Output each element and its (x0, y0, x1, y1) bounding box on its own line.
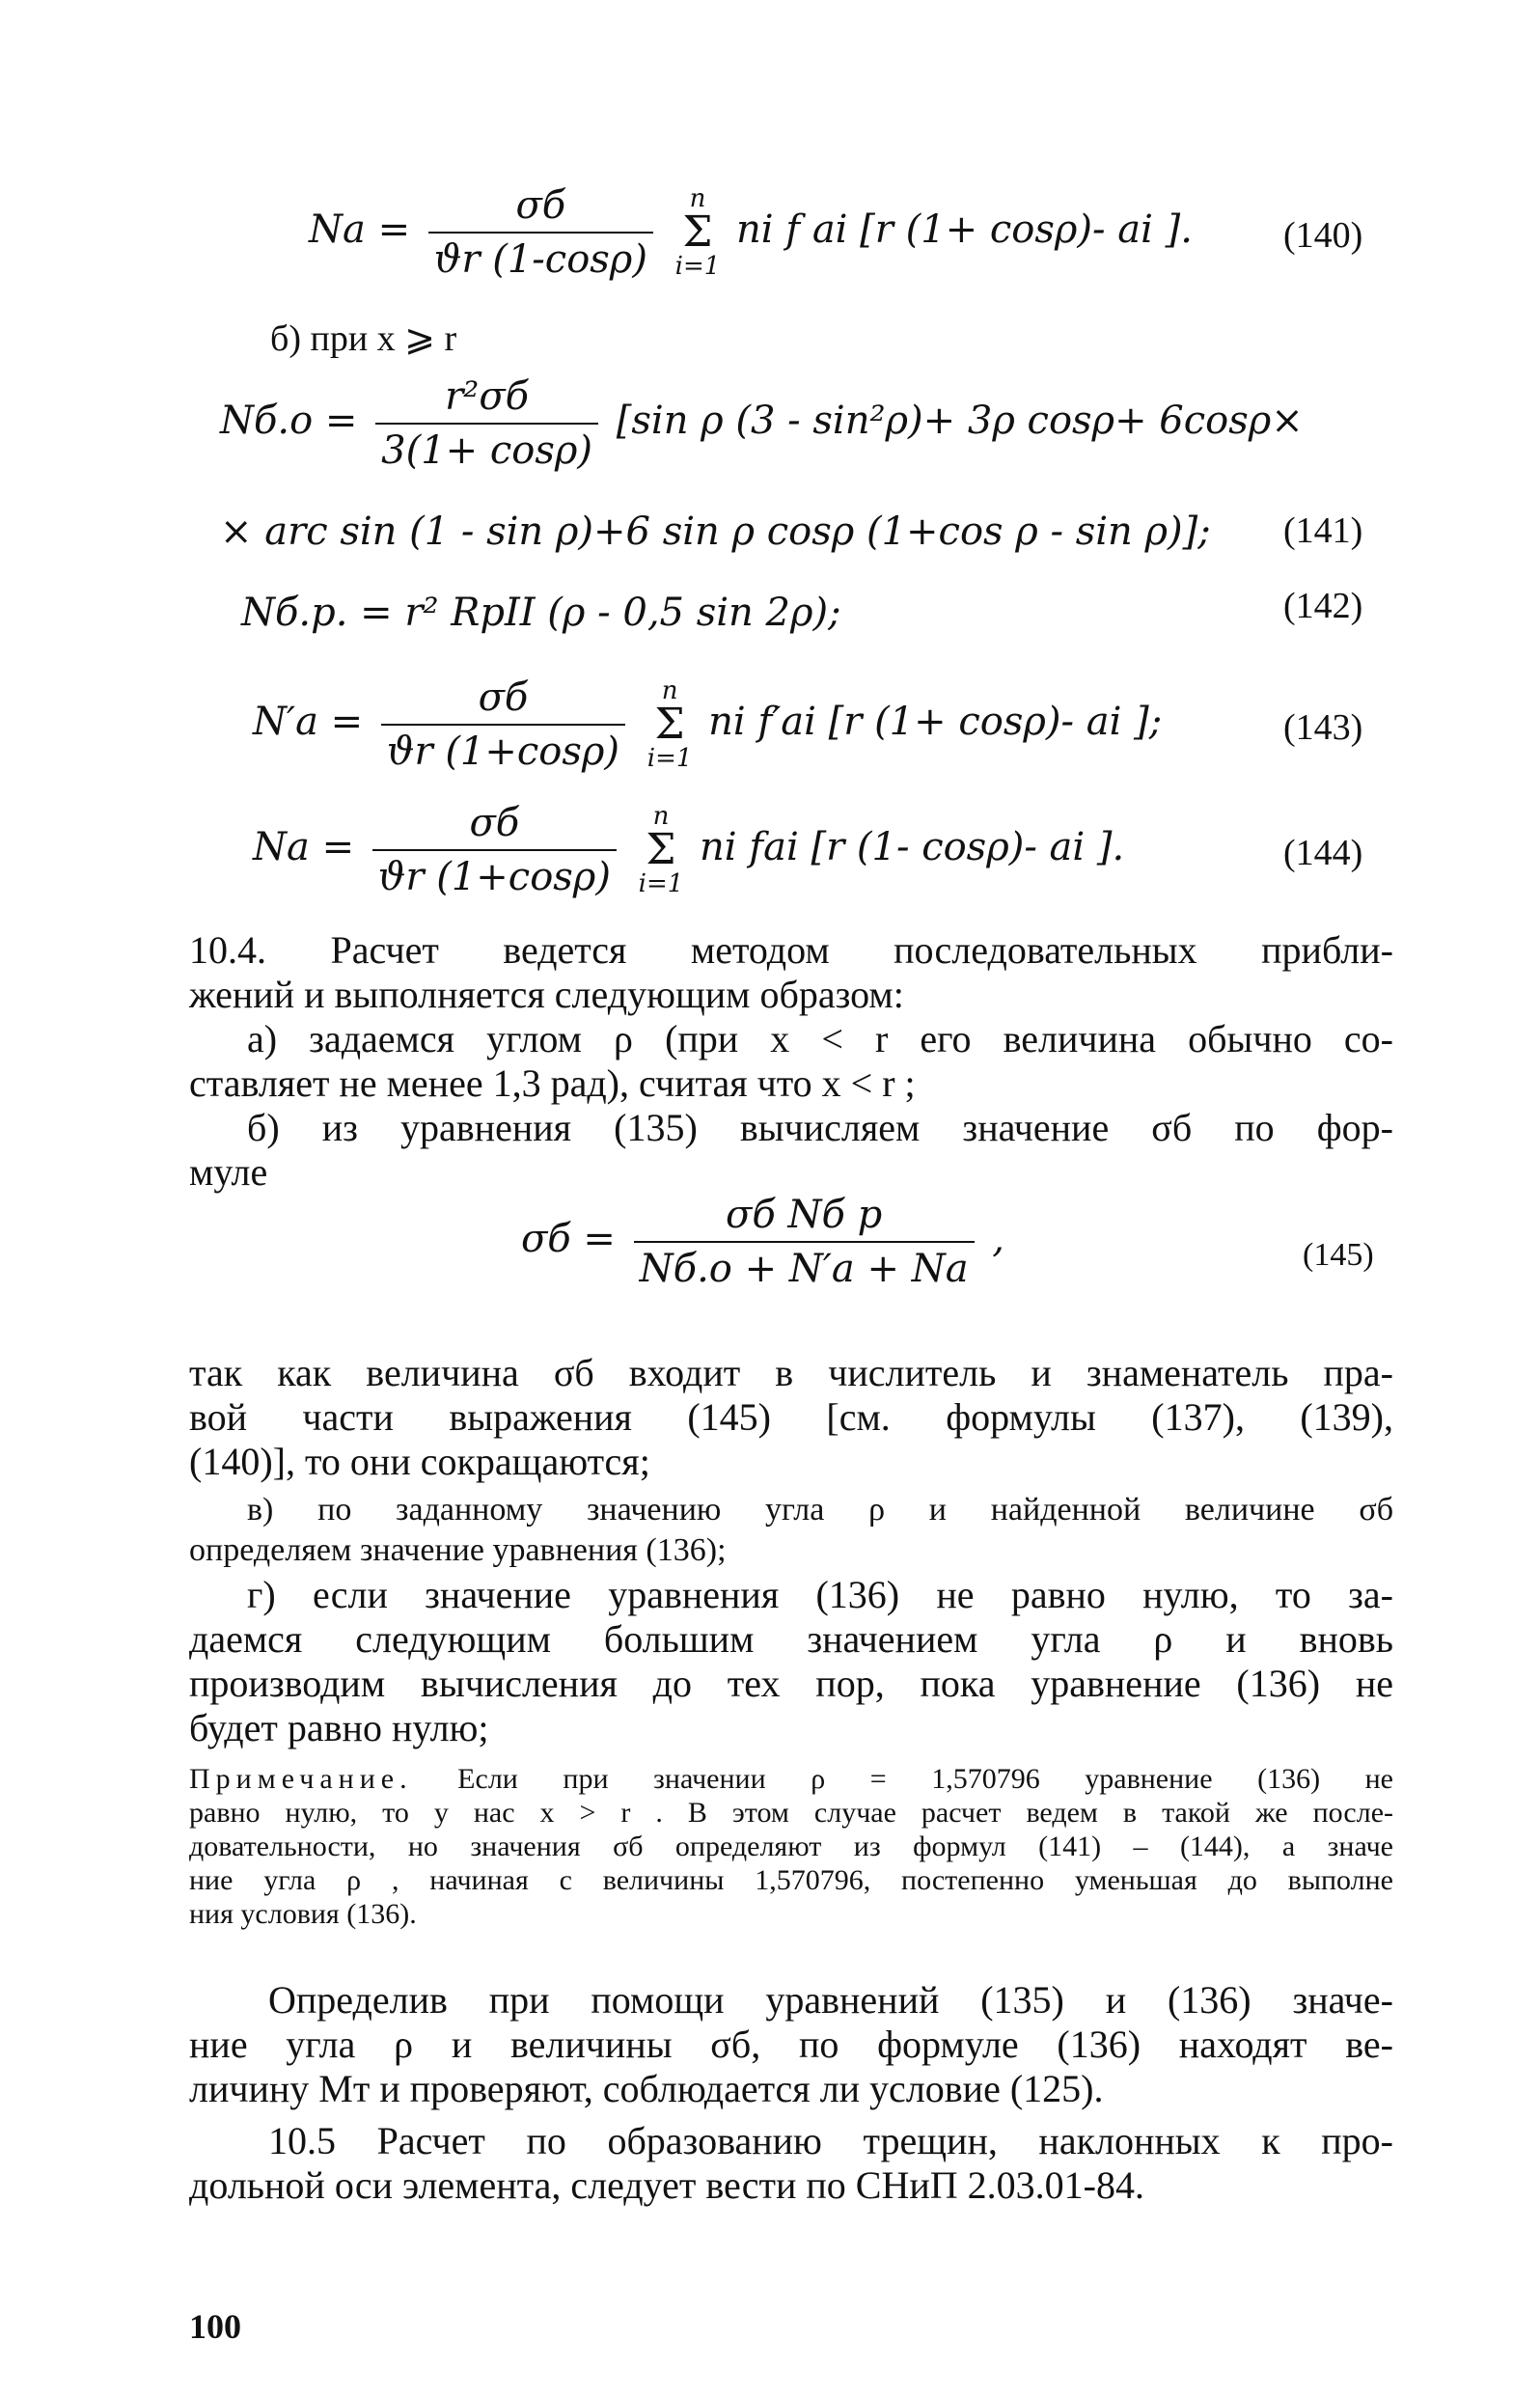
formula-140-numerator: σб (428, 183, 653, 234)
formula-140-lhs: Na = (309, 207, 411, 252)
formula-144 (253, 801, 1124, 899)
formula-145-lhs: σб = (521, 1217, 616, 1261)
formula-144-number: (144) (1283, 833, 1363, 873)
formula-141-number: (141) (1283, 510, 1363, 551)
formula-145-number: (145) (1303, 1237, 1374, 1273)
text-line: довательности, но значения σб определяют из формул (141) – (144), а значе (189, 1831, 1393, 1862)
text-line: ние угла ρ и величины σб, по формуле (136) находят ве- (189, 2023, 1393, 2066)
formula-140-number: (140) (1283, 215, 1363, 256)
formula-144-fraction (372, 801, 617, 899)
text-line: равно нулю, то у нас x > r . В этом случае расчет ведем в такой же после- (189, 1797, 1393, 1829)
text-line: определяем значение уравнения (136); (189, 1532, 727, 1568)
section-10-5 (189, 2119, 1393, 2208)
sum-sign-icon: Σ (682, 207, 713, 257)
formula-143-number: (143) (1283, 707, 1363, 748)
text-line: так как величина σб входит в числитель и знаменатель пра- (189, 1351, 1393, 1394)
formula-140 (309, 183, 1193, 282)
text-line: личину Mт и проверяют, соблюдается ли условие (125). (189, 2067, 1104, 2110)
formula-143-sum-top: n (661, 676, 678, 705)
explanation-after-145 (189, 1351, 1393, 1484)
formula-140-fraction (428, 183, 653, 282)
text-line: ставляет не менее 1,3 рад), считая что x < r ; (189, 1061, 916, 1105)
text-line: производим вычисления до тех пор, пока уравнение (136) не (189, 1662, 1393, 1705)
text-line: дольной оси элемента, следует вести по СНиП 2.03.01-84. (189, 2163, 1144, 2207)
formula-145-fraction (634, 1193, 975, 1291)
formula-144-sum-top: n (652, 802, 670, 831)
formula-141 (220, 374, 1304, 473)
page-number: 100 (189, 2307, 241, 2346)
text-line: даемся следующим большим значением угла ρ и вновь (189, 1617, 1393, 1661)
formula-143 (253, 675, 1162, 774)
item-g (189, 1573, 1393, 1750)
formula-141-denominator: 3(1+ cosρ) (381, 428, 593, 473)
formula-143-numerator: σб (381, 675, 625, 726)
formula-145-denominator: Nб.о + N′a + Na (639, 1247, 969, 1291)
formula-144-rhs: ni fai [r (1- cosρ)- ai ]. (700, 825, 1125, 869)
formula-140-rhs: ni f ai [r (1+ cosρ)- ai ]. (736, 207, 1193, 252)
text-line: жений и выполняется следующим образом: (189, 973, 904, 1016)
formula-144-sum (639, 804, 684, 896)
text-line: б) из уравнения (135) вычисляем значение σб по фор- (247, 1106, 1393, 1149)
formula-140-sum (675, 186, 721, 279)
text-line: муле (189, 1150, 268, 1194)
formula-140-sum-top: n (689, 184, 706, 213)
text-line: ния условия (136). (189, 1898, 417, 1930)
section-10-4 (189, 928, 1393, 1195)
text-line: 10.5 Расчет по образованию трещин, наклонных к про- (268, 2119, 1393, 2162)
note (189, 1762, 1393, 1931)
closing-paragraph (189, 1978, 1393, 2111)
text-line: Определив при помощи уравнений (135) и (136) значе- (268, 1978, 1393, 2022)
formula-141-lhs: Nб.о = (220, 399, 358, 443)
text-line: г) если значение уравнения (136) не равно нулю, то за- (247, 1573, 1393, 1616)
formula-144-numerator: σб (372, 801, 617, 851)
formula-143-sum-bottom: i=1 (646, 744, 693, 773)
formula-143-fraction (381, 675, 625, 774)
text-line: будет равно нулю; (189, 1706, 489, 1749)
note-text: Если при значении ρ = 1,570796 уравнение (136) не (457, 1763, 1393, 1795)
formula-141-line2: × arc sin (1 - sin ρ)+6 sin ρ cosρ (1+cos ρ - sin ρ)]; (220, 509, 1211, 554)
formula-140-sum-bottom: i=1 (674, 252, 721, 281)
formula-143-lhs: N′a = (253, 700, 364, 744)
formula-145-tail: , (992, 1217, 1004, 1261)
text-line: (140)], то они сокращаются; (189, 1440, 650, 1483)
formula-143-denominator: ϑr (1+cosρ) (386, 730, 620, 774)
formula-141-rhs: [sin ρ (3 - sin²ρ)+ 3ρ cosρ+ 6cosρ× (616, 399, 1304, 443)
formula-140-denominator: ϑr (1-cosρ) (433, 237, 647, 282)
note-heading: Примечание. (189, 1763, 413, 1795)
formula-141-fraction (375, 374, 598, 473)
formula-142-number: (142) (1283, 586, 1363, 626)
text-line: в) по заданному значению угла ρ и найденной величине σб (247, 1492, 1393, 1528)
text-line: ние угла ρ , начиная с величины 1,570796, постепенно уменьшая до выполне (189, 1864, 1393, 1896)
formula-144-denominator: ϑr (1+cosρ) (377, 855, 611, 899)
formula-144-lhs: Na = (253, 825, 355, 869)
formula-142: Nб.р. = r² RрII (ρ - 0,5 sin 2ρ); (241, 591, 841, 635)
sum-sign-icon: Σ (646, 825, 676, 874)
case-b-label: б) при x ⩾ r (270, 318, 457, 359)
note-first-line (189, 1762, 1393, 1796)
item-v (189, 1490, 1393, 1571)
formula-145-numerator: σб Nб р (634, 1193, 975, 1243)
text-line: вой части выражения (145) [см. формулы (137), (139), (189, 1395, 1393, 1439)
formula-145 (521, 1193, 1004, 1291)
formula-141-numerator: r²σб (375, 374, 598, 425)
text-line: 10.4. Расчет ведется методом последовательных прибли- (189, 928, 1393, 972)
sum-sign-icon: Σ (654, 700, 685, 749)
formula-144-sum-bottom: i=1 (638, 869, 684, 898)
formula-143-rhs: ni f′ai [r (1+ cosρ)- ai ]; (708, 700, 1163, 744)
text-line: а) задаемся углом ρ (при x < r его величина обычно со- (247, 1017, 1393, 1060)
formula-143-sum (647, 678, 693, 771)
